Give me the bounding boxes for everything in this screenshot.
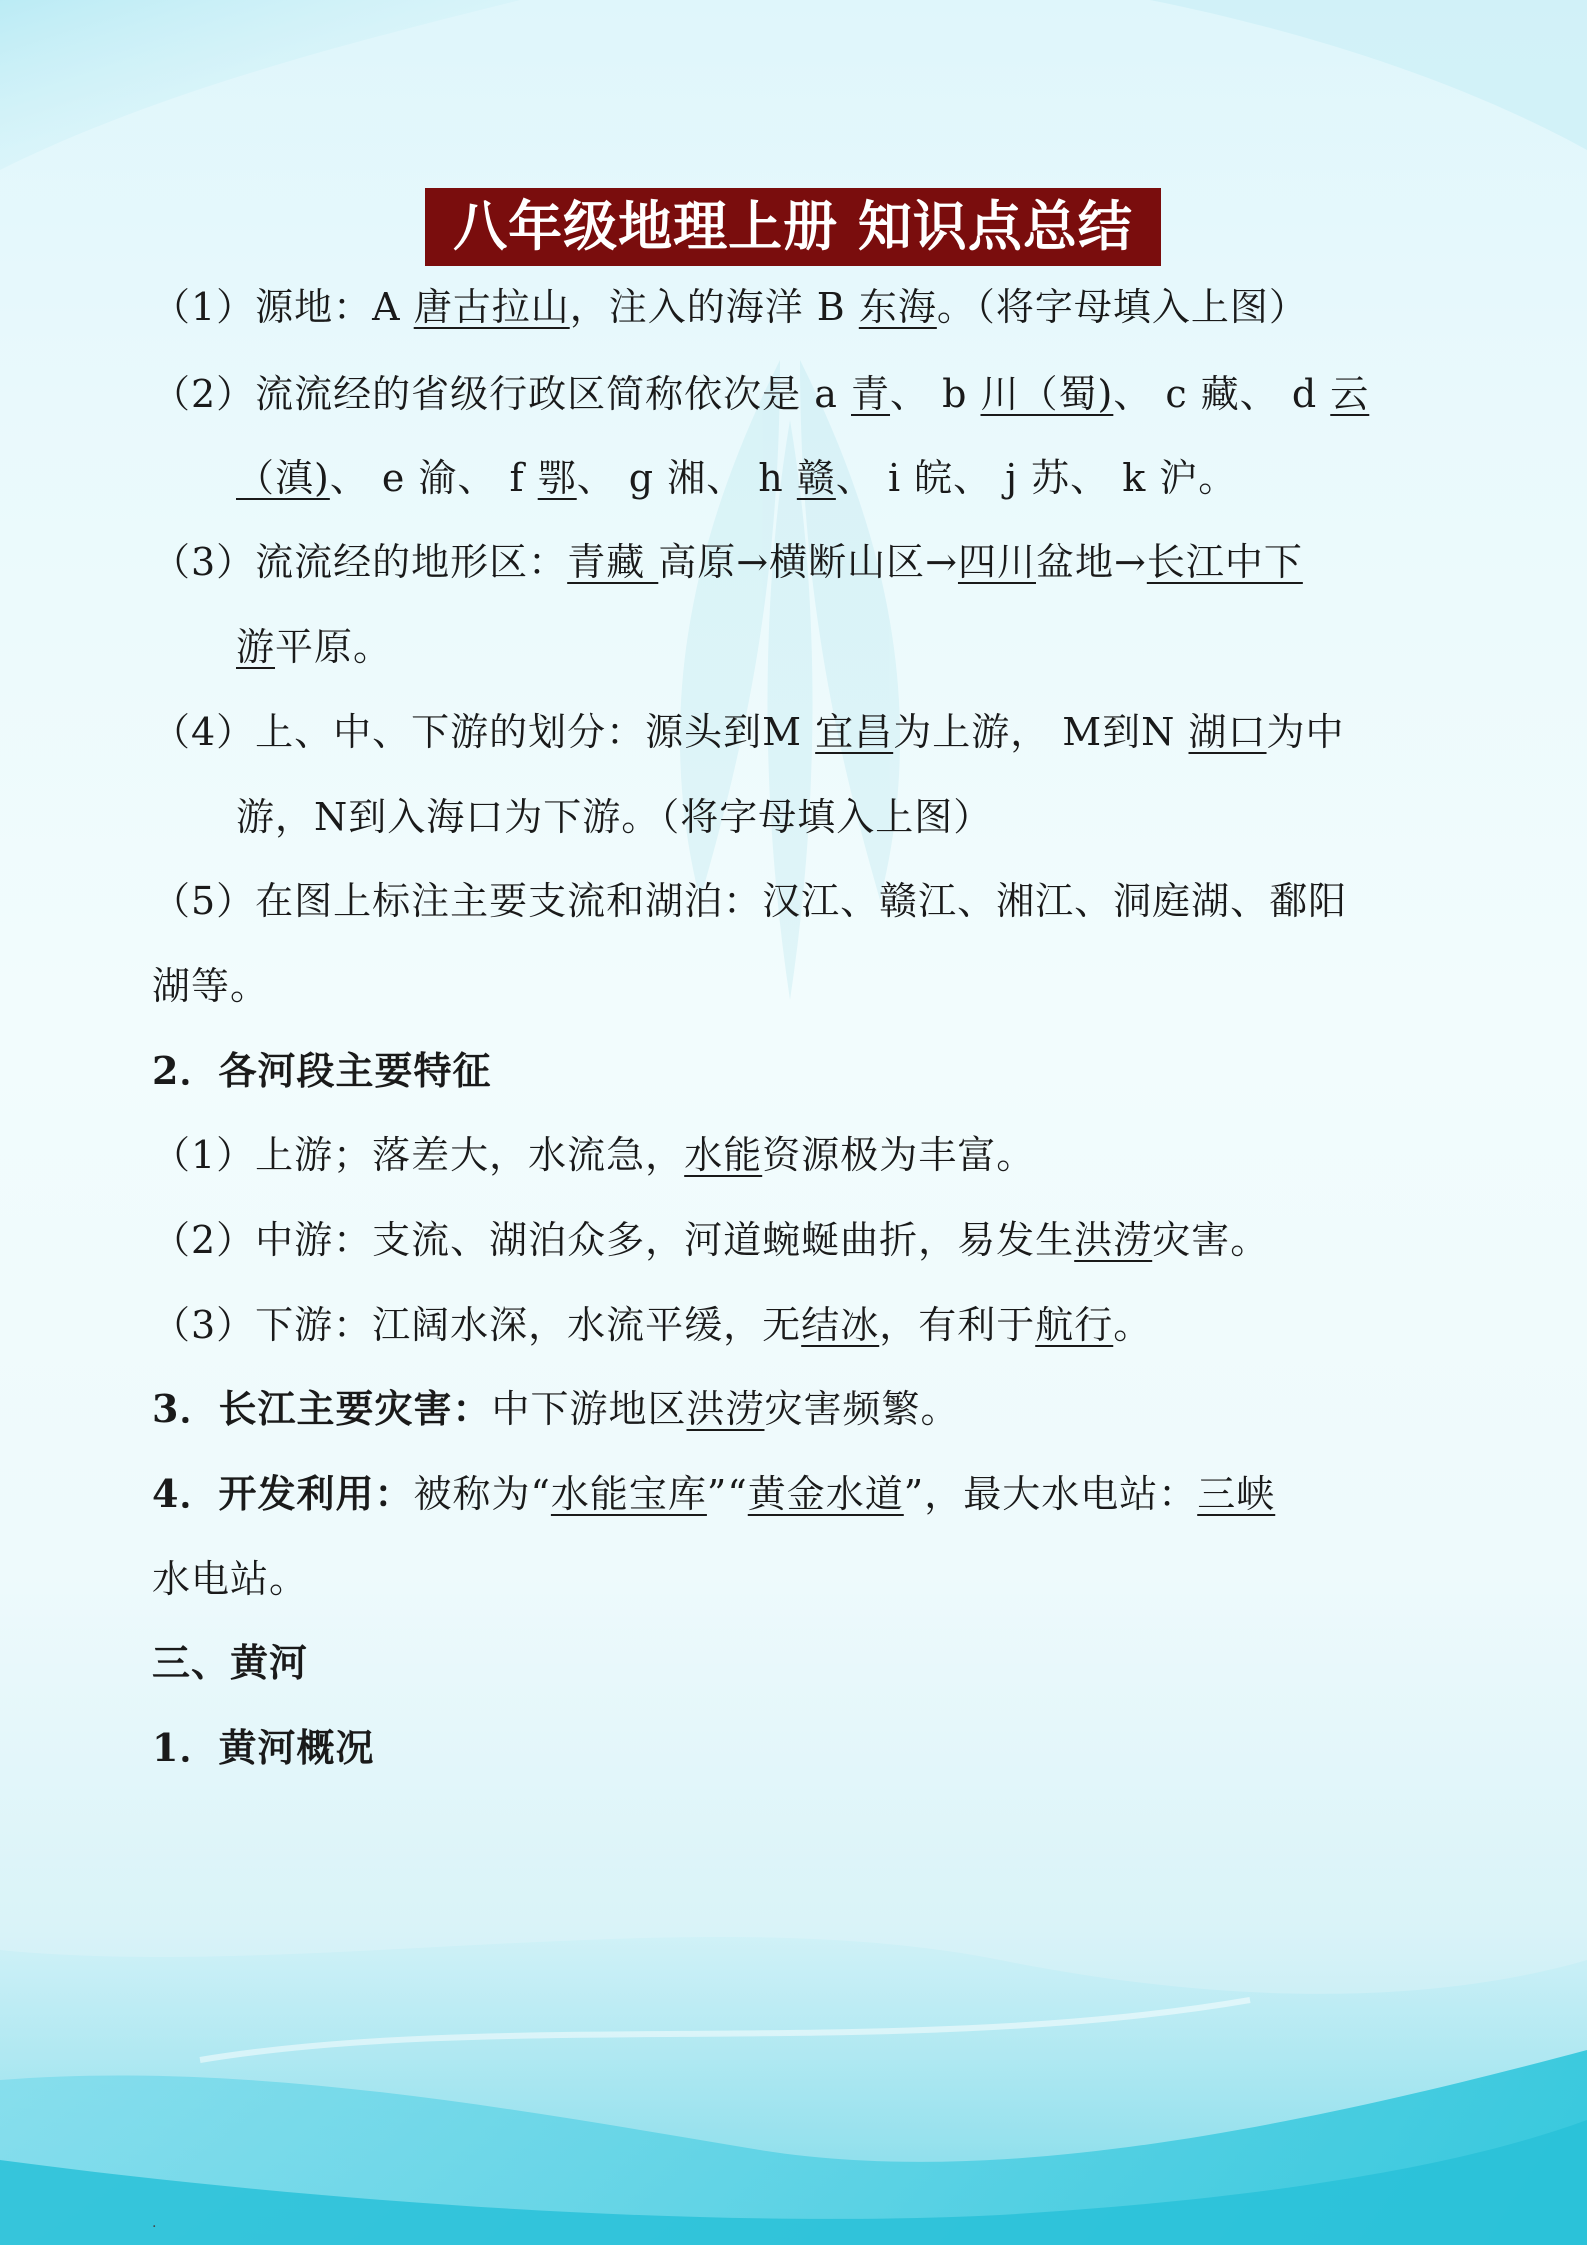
underlined-answer: 洪涝 — [686, 1387, 765, 1431]
text-run: （3）下游：江阔水深，水流平缓，无 — [152, 1303, 802, 1347]
text-run: 、 e 渝、 f — [329, 456, 538, 500]
text-line — [152, 265, 1436, 349]
underlined-answer: 青 — [851, 372, 891, 416]
section-heading — [152, 1621, 1436, 1705]
text-run: 、 i 皖、 j 苏、 k 沪。 — [835, 456, 1238, 500]
text-line — [152, 1113, 1436, 1197]
text-run: 高原→横断山区→ — [658, 540, 958, 584]
text-line — [152, 859, 1436, 943]
text-run: 三、黄河 — [152, 1640, 309, 1685]
text-line — [236, 436, 1520, 520]
text-line — [152, 1198, 1436, 1282]
text-run: （2）中游：支流、湖泊众多，河道蜿蜒曲折，易发生 — [152, 1218, 1075, 1262]
text-run: 水电站。 — [152, 1557, 309, 1601]
underlined-answer: 川（蜀) — [980, 372, 1114, 416]
underlined-answer: 长江中下 — [1146, 540, 1303, 584]
text-run: 为中 — [1266, 710, 1345, 754]
underlined-answer: 航行 — [1035, 1303, 1114, 1347]
text-line — [152, 1283, 1436, 1367]
text-run: 盆地→ — [1035, 540, 1147, 584]
text-run: 。 — [1113, 1303, 1153, 1347]
text-run: （3）流流经的地形区： — [152, 540, 568, 584]
text-line — [152, 1452, 1436, 1536]
text-run: 1．黄河概况 — [152, 1725, 375, 1770]
text-run: 为上游， M到N — [893, 710, 1189, 754]
text-run: （2）流流经的省级行政区简称依次是 a — [152, 372, 851, 416]
underlined-answer: 黄金水道 — [747, 1472, 904, 1516]
text-run: 平原。 — [275, 625, 393, 669]
underlined-answer: 云 — [1330, 372, 1370, 416]
text-run: 4．开发利用： — [152, 1471, 414, 1516]
text-run: ，有利于 — [879, 1303, 1036, 1347]
text-line — [152, 352, 1436, 436]
text-run: 2．各河段主要特征 — [152, 1048, 492, 1093]
section-heading — [152, 1706, 1436, 1790]
text-run: ，注入的海洋 B — [569, 285, 859, 329]
underlined-answer: 青藏 — [567, 540, 659, 584]
text-line — [236, 605, 1520, 689]
underlined-answer: 唐古拉山 — [413, 285, 570, 329]
page-title: 八年级地理上册 知识点总结 — [425, 188, 1161, 266]
text-run: 、 b — [890, 372, 981, 416]
text-run: ”“ — [706, 1472, 748, 1516]
text-line — [152, 1537, 1436, 1621]
text-run: （1）上游；落差大，水流急， — [152, 1133, 685, 1177]
underlined-answer: 水能宝库 — [550, 1472, 707, 1516]
text-line — [152, 520, 1436, 604]
underlined-answer: 游 — [236, 625, 276, 669]
text-run: 灾害。 — [1152, 1218, 1270, 1262]
text-line — [152, 944, 1436, 1028]
underlined-answer: 结冰 — [801, 1303, 880, 1347]
text-run: 、 c 藏、 d — [1113, 372, 1331, 416]
underlined-answer: 洪涝 — [1074, 1218, 1153, 1262]
underlined-answer: 四川 — [957, 540, 1036, 584]
underlined-answer: 宜昌 — [815, 710, 894, 754]
underlined-answer: 三峡 — [1197, 1472, 1276, 1516]
text-run: ”，最大水电站： — [903, 1472, 1198, 1516]
text-run: 灾害频繁。 — [764, 1387, 960, 1431]
underlined-answer: 赣 — [796, 456, 836, 500]
text-line — [152, 690, 1436, 774]
section-heading — [152, 1029, 1436, 1113]
underlined-answer: 东海 — [858, 285, 937, 329]
text-run: 被称为“ — [413, 1472, 551, 1516]
text-run: 资源极为丰富。 — [762, 1133, 1036, 1177]
underlined-answer: 湖口 — [1188, 710, 1267, 754]
text-run: 游，N到入海口为下游。（将字母填入上图） — [236, 795, 993, 839]
text-run: （1）源地：A — [152, 285, 414, 329]
text-line — [236, 775, 1520, 859]
text-run: 中下游地区 — [491, 1387, 687, 1431]
text-run: 湖等。 — [152, 964, 270, 1008]
text-line — [152, 1367, 1436, 1451]
text-run: （5）在图上标注主要支流和湖泊：汉江、赣江、湘江、洞庭湖、鄱阳 — [152, 879, 1348, 923]
text-run: 。（将字母填入上图） — [936, 285, 1308, 329]
underlined-answer: 水能 — [684, 1133, 763, 1177]
text-run: （4）上、中、下游的划分：源头到M — [152, 710, 816, 754]
footer-mark: . — [152, 2215, 157, 2231]
underlined-answer: 鄂 — [537, 456, 577, 500]
underlined-answer: （滇) — [236, 456, 330, 500]
text-run: 3．长江主要灾害： — [152, 1386, 492, 1431]
text-run: 、 g 湘、 h — [576, 456, 797, 500]
